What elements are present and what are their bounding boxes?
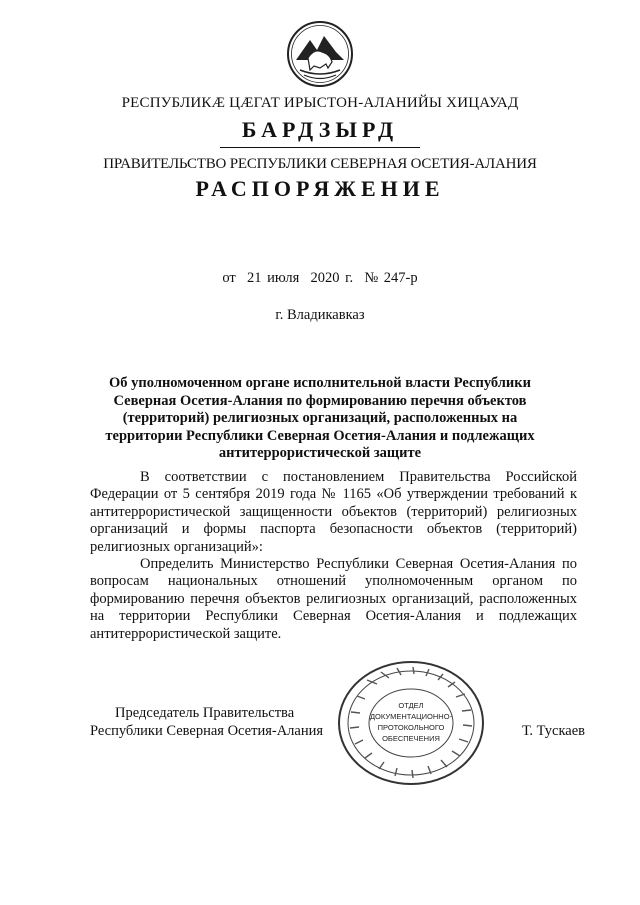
signatory-name: Т. Тускаев [522,723,586,739]
ossetian-document-type: БАРДЗЫРД [241,117,399,142]
stamp-line-1: ОТДЕЛ [398,701,424,710]
signatory-position [90,705,323,740]
russian-document-type: РАСПОРЯЖЕНИЕ [195,176,445,201]
stamp-line-2: ДОКУМЕНТАЦИОННО- [369,712,453,721]
header-divider [220,147,420,148]
document-body [90,469,577,643]
body-paragraph-2: Определить Министерство Республики Северная Осетия-Алания по вопросам национальных отношений уполномоченным органом по формированию перечня объектов религиозных организаций, расположенных на территории Республики Северная Осетия-Алания и подлежащих антитеррористической защите. [90,556,577,642]
signatory-position-line2: Республики Северная Осетия-Алания [90,722,324,739]
city-line: г. Владикавказ [275,307,365,323]
date-number-line: от 21 июля 2020 г. № 247-р [222,270,418,286]
signatory-position-line1: Председатель Правительства [115,705,295,721]
stamp-line-3: ПРОТОКОЛЬНОГО [377,723,445,732]
document-title: Об уполномоченном органе исполнительной власти Республики Северная Осетия-Алания по формированию перечня объектов (территорий) религиозных организаций, расположенных на территории Республики Северная Осетия-Алания и подлежащих антитеррористической защите [105,375,535,461]
coat-of-arms-emblem [286,18,354,90]
official-stamp [337,660,485,786]
body-paragraph-1: В соответствии с постановлением Правительства Российской Федерации от 5 сентября 2019 года № 1165 «Об утверждении требований к антитеррористической защищенности объектов (территорий) религиозных организаций и формы паспорта безопасности объектов (территорий) религиозных организаций»: [90,469,577,555]
stamp-line-4: ОБЕСПЕЧЕНИЯ [382,734,440,743]
russian-government-name: ПРАВИТЕЛЬСТВО РЕСПУБЛИКИ СЕВЕРНАЯ ОСЕТИЯ-АЛАНИЯ [103,156,537,172]
ossetian-government-name: РЕСПУБЛИКÆ ЦÆГАТ ИРЫСТОН-АЛАНИЙЫ ХИЦАУАД [121,95,519,111]
